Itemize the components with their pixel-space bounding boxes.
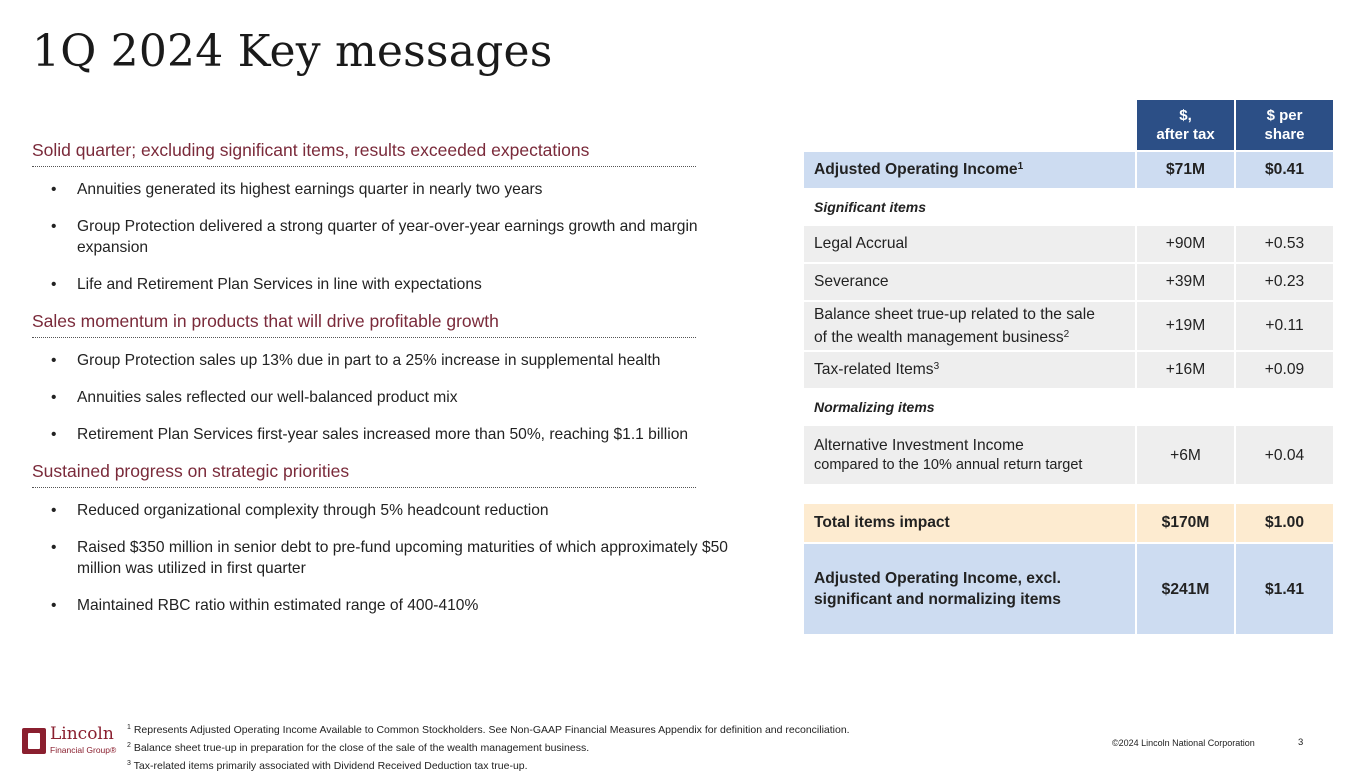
bullet-icon: • xyxy=(51,218,57,235)
normalizing-items-label-row xyxy=(804,390,1333,426)
after-tax-value: $241M xyxy=(1137,544,1236,636)
after-tax-value: +19M xyxy=(1137,302,1236,352)
per-share-value: $1.00 xyxy=(1236,504,1333,544)
header-after-tax: $, after tax xyxy=(1137,100,1236,152)
section-heading: Sales momentum in products that will drive profitable growth xyxy=(32,311,696,338)
logo-sub-text: Financial Group® xyxy=(50,745,117,755)
header-blank xyxy=(804,100,1137,152)
table-header-row xyxy=(804,100,1333,152)
row-label: Severance xyxy=(804,264,1137,302)
row-label: Total items impact xyxy=(804,504,1137,544)
table-row-total xyxy=(804,504,1333,544)
lincoln-logo xyxy=(22,726,118,760)
table-row-adjusted-excl xyxy=(804,544,1333,636)
list-item: • Reduced organizational complexity through 5% headcount reduction xyxy=(51,502,549,519)
row-label: Balance sheet true-up related to the sale of the wealth management business$^2$ xyxy=(804,302,1137,352)
table-row-adjusted-operating-income xyxy=(804,152,1333,190)
row-label: Adjusted Operating Income$^1$ xyxy=(804,152,1137,190)
footnote: $^1$ Represents Adjusted Operating Income Available to Common Stockholders. See Non-GAAP Financial Measures Appendix for definition and reconciliation. xyxy=(127,724,850,736)
after-tax-value: +39M xyxy=(1137,264,1236,302)
footnote: $^3$ Tax-related items primarily associated with Dividend Received Deduction tax true-up. xyxy=(127,760,528,772)
page-number: 3 xyxy=(1298,737,1304,748)
key-messages xyxy=(32,140,752,632)
section-sales-momentum xyxy=(32,311,752,445)
per-share-value: $0.41 xyxy=(1236,152,1333,190)
after-tax-value: +6M xyxy=(1137,426,1236,486)
items-impact-table xyxy=(804,100,1333,636)
copyright: ©2024 Lincoln National Corporation xyxy=(1112,738,1255,748)
footnote: $^2$ Balance sheet true-up in preparation for the close of the sale of the wealth management business. xyxy=(127,742,590,754)
bullet-icon: • xyxy=(51,597,57,614)
logo-brand-text: Lincoln xyxy=(50,724,114,744)
per-share-value: +0.53 xyxy=(1236,226,1333,264)
page-title: 1Q 2024 Key messages xyxy=(32,26,553,77)
lincoln-emblem-icon xyxy=(22,728,46,754)
per-share-value: +0.23 xyxy=(1236,264,1333,302)
row-label: Legal Accrual xyxy=(804,226,1137,264)
per-share-value: +0.09 xyxy=(1236,352,1333,390)
bullet-icon: • xyxy=(51,389,57,406)
list-item: • Group Protection delivered a strong quarter of year-over-year earnings growth and margin expansion xyxy=(51,218,698,256)
significant-items-label-row xyxy=(804,190,1333,226)
section-heading: Solid quarter; excluding significant items, results exceeded expectations xyxy=(32,140,696,167)
bullet-icon: • xyxy=(51,539,57,556)
table-row xyxy=(804,426,1333,486)
section-strategic-priorities xyxy=(32,461,752,616)
table-row xyxy=(804,226,1333,264)
list-item: • Retirement Plan Services first-year sales increased more than 50%, reaching $1.1 billion xyxy=(51,426,689,443)
list-item: • Life and Retirement Plan Services in line with expectations xyxy=(51,276,482,293)
per-share-value: $1.41 xyxy=(1236,544,1333,636)
after-tax-value: +16M xyxy=(1137,352,1236,390)
after-tax-value: $170M xyxy=(1137,504,1236,544)
significant-items-label: Significant items xyxy=(804,190,1333,226)
table-row xyxy=(804,352,1333,390)
bullet-icon: • xyxy=(51,502,57,519)
table-row xyxy=(804,264,1333,302)
per-share-value: +0.04 xyxy=(1236,426,1333,486)
after-tax-value: +90M xyxy=(1137,226,1236,264)
row-label: Tax-related Items$^3$ xyxy=(804,352,1137,390)
row-label: Alternative Investment Income compared to the 10% annual return target xyxy=(804,426,1137,486)
bullet-icon: • xyxy=(51,276,57,293)
list-item: • Group Protection sales up 13% due in part to a 25% increase in supplemental health xyxy=(51,352,661,369)
spacer-row xyxy=(804,486,1333,504)
per-share-value: +0.11 xyxy=(1236,302,1333,352)
list-item: • Maintained RBC ratio within estimated range of 400-410% xyxy=(51,597,479,614)
section-solid-quarter xyxy=(32,140,752,295)
section-heading: Sustained progress on strategic priorities xyxy=(32,461,696,488)
bullet-icon: • xyxy=(51,181,57,198)
list-item: • Raised $350 million in senior debt to pre-fund upcoming maturities of which approximately $50 million was utilized in first quarter xyxy=(51,539,728,577)
bullet-icon: • xyxy=(51,426,57,443)
footnotes xyxy=(127,720,850,774)
table-row xyxy=(804,302,1333,352)
list-item: • Annuities generated its highest earnings quarter in nearly two years xyxy=(51,181,543,198)
list-item: • Annuities sales reflected our well-balanced product mix xyxy=(51,389,458,406)
row-label: Adjusted Operating Income, excl. significant and normalizing items xyxy=(804,544,1137,636)
normalizing-items-label: Normalizing items xyxy=(804,390,1333,426)
after-tax-value: $71M xyxy=(1137,152,1236,190)
bullet-icon: • xyxy=(51,352,57,369)
header-per-share: $ per share xyxy=(1236,100,1333,152)
